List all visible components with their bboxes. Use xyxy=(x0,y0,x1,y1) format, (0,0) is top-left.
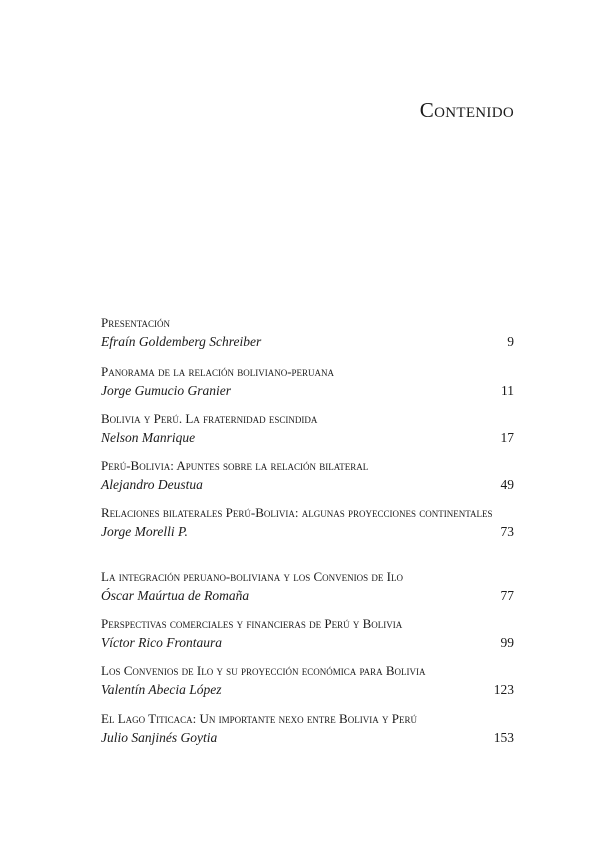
toc-entry-page: 11 xyxy=(501,383,514,398)
page-title: Contenido xyxy=(419,98,514,122)
toc-entry-title: Perspectivas comerciales y financieras de Perú y Bolivia xyxy=(101,616,403,631)
toc-entry-author: Alejandro Deustua xyxy=(101,477,203,492)
toc-entry-page: 73 xyxy=(500,524,514,539)
toc-entry xyxy=(101,362,514,401)
toc-entry xyxy=(101,313,514,352)
toc-entry xyxy=(101,661,514,700)
toc-entry-page: 153 xyxy=(493,730,514,745)
toc-entry xyxy=(101,456,514,495)
toc-entry-title: Presentación xyxy=(101,315,171,330)
toc-entry-title: El Lago Titicaca: Un importante nexo entre Bolivia y Perú xyxy=(101,711,417,726)
toc-entry-author: Efraín Goldemberg Schreiber xyxy=(101,334,262,349)
toc-entry-author: Jorge Morelli P. xyxy=(101,524,188,539)
toc-entry-page: 49 xyxy=(500,477,514,492)
toc-entry-author: Julio Sanjinés Goytia xyxy=(101,730,218,745)
toc-entry-title: La integración peruano-boliviana y los Convenios de Ilo xyxy=(101,569,404,584)
toc-entry-author: Valentín Abecia López xyxy=(101,682,222,697)
toc-entry-title: Bolivia y Perú. La fraternidad escindida xyxy=(101,411,318,426)
toc-entry xyxy=(101,709,514,748)
toc-entry-title: Panorama de la relación boliviano-peruana xyxy=(101,364,335,379)
toc-entry-page: 77 xyxy=(500,588,514,603)
toc-entry-page: 17 xyxy=(500,430,514,445)
toc-entry-title: Los Convenios de Ilo y su proyección económica para Bolivia xyxy=(101,663,426,678)
toc-entry-title: Perú-Bolivia: Apuntes sobre la relación bilateral xyxy=(101,458,369,473)
toc-entry-author: Nelson Manrique xyxy=(101,430,196,445)
toc-entry xyxy=(101,409,514,448)
toc-entry xyxy=(101,503,514,542)
toc-entry xyxy=(101,567,514,606)
toc-entry-page: 99 xyxy=(500,635,514,650)
toc-entry-author: Óscar Maúrtua de Romaña xyxy=(101,588,250,603)
toc-entry-author: Víctor Rico Frontaura xyxy=(101,635,222,650)
toc-entry-author: Jorge Gumucio Granier xyxy=(101,383,231,398)
toc-entry-title: Relaciones bilaterales Perú-Bolivia: algunas proyecciones continentales xyxy=(101,505,493,520)
toc-entry-page: 123 xyxy=(493,682,514,697)
toc-entry xyxy=(101,614,514,653)
toc-entry-page: 9 xyxy=(507,334,514,349)
